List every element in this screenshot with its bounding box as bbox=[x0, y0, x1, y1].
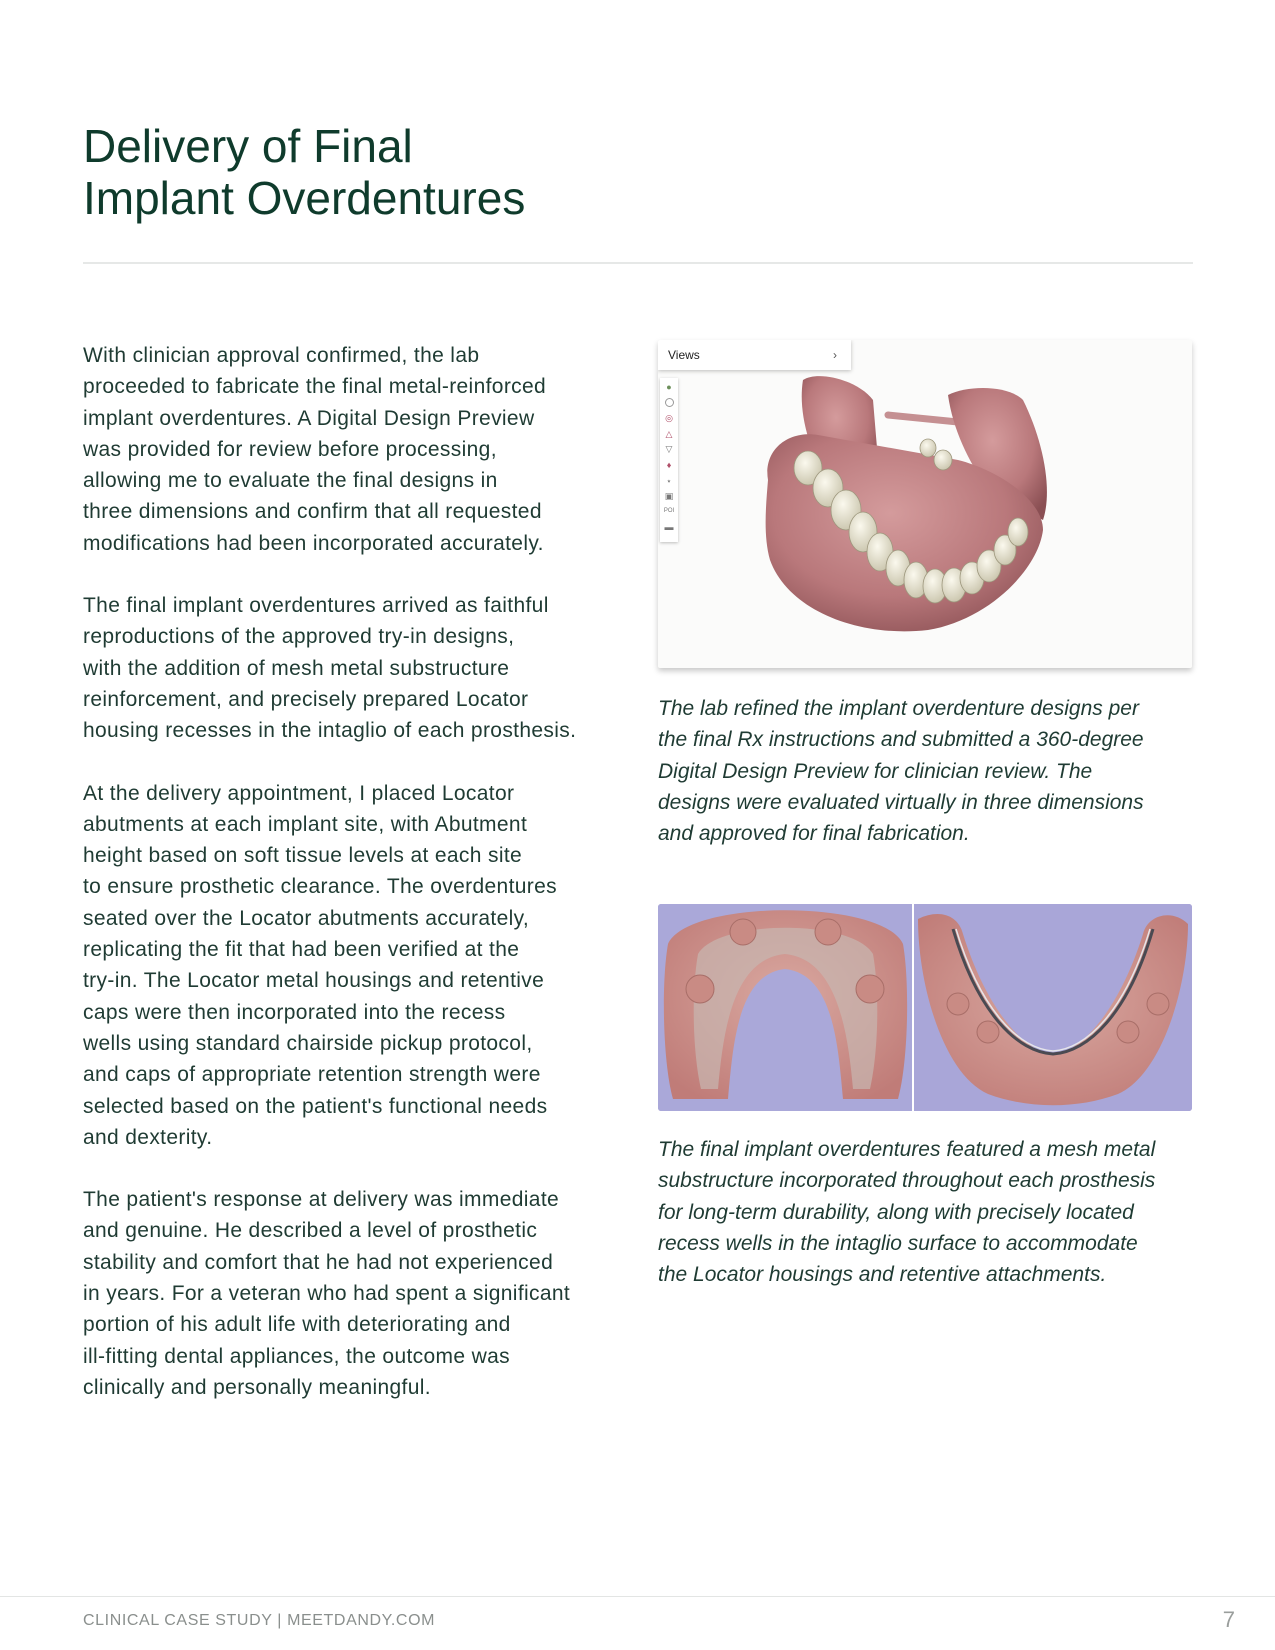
views-dropdown[interactable] bbox=[658, 340, 851, 370]
text-line: height based on soft tissue levels at each site bbox=[83, 844, 523, 868]
caption-line: and approved for final fabrication. bbox=[658, 822, 970, 846]
text-line: portion of his adult life with deteriorating and bbox=[83, 1313, 511, 1337]
caption-line: for long-term durability, along with precisely located bbox=[658, 1200, 1134, 1224]
shield-icon[interactable]: ● bbox=[666, 382, 672, 392]
figure-caption bbox=[658, 1134, 1203, 1290]
tooth-icon[interactable]: ♦ bbox=[666, 460, 672, 470]
caption-line: The final implant overdentures featured a mesh metal bbox=[658, 1138, 1156, 1161]
text-line: was provided for review before processing, bbox=[83, 437, 497, 461]
caption-line: substructure incorporated throughout each prosthesis bbox=[658, 1169, 1156, 1193]
ruler-icon[interactable]: ▬ bbox=[664, 522, 674, 532]
text-line: modifications had been incorporated accurately. bbox=[83, 531, 544, 555]
paragraph bbox=[83, 778, 628, 1154]
text-line: and dexterity. bbox=[83, 1125, 213, 1149]
text-line: The final implant overdentures arrived as faithful bbox=[83, 594, 549, 618]
paragraph bbox=[83, 1184, 628, 1403]
page-title-line: Delivery of Final bbox=[83, 120, 413, 172]
square-icon[interactable] bbox=[665, 398, 674, 407]
text-line: wells using standard chairside pickup protocol, bbox=[83, 1031, 533, 1055]
views-label: Views bbox=[668, 348, 700, 362]
text-line: reproductions of the approved try-in designs, bbox=[83, 625, 515, 649]
body-text-column bbox=[83, 340, 628, 1434]
target-icon[interactable]: ◎ bbox=[665, 413, 673, 423]
caption-line: the Locator housings and retentive attachments. bbox=[658, 1263, 1107, 1287]
text-line: three dimensions and confirm that all requested bbox=[83, 500, 542, 524]
text-line: replicating the fit that had been verified at the bbox=[83, 938, 520, 962]
overdentures-photo-drawing bbox=[658, 904, 1192, 1111]
text-line: housing recesses in the intaglio of each prosthesis. bbox=[83, 719, 577, 743]
basket-icon[interactable]: ▽ bbox=[665, 444, 673, 454]
text-line: and genuine. He described a level of prosthetic bbox=[83, 1219, 538, 1243]
paragraph bbox=[83, 590, 628, 746]
focus-icon[interactable]: ▣ bbox=[664, 491, 674, 501]
text-line: proceeded to fabricate the final metal-reinforced bbox=[83, 375, 547, 399]
page-title-line: Implant Overdentures bbox=[83, 172, 526, 224]
caption-line: The lab refined the implant overdenture designs per bbox=[658, 697, 1139, 720]
poi-icon[interactable]: POI bbox=[663, 508, 675, 514]
layers-icon[interactable]: △ bbox=[665, 429, 673, 439]
caption-line: recess wells in the intaglio surface to accommodate bbox=[658, 1231, 1138, 1255]
paragraph bbox=[83, 340, 628, 559]
text-line: At the delivery appointment, I placed Locator bbox=[83, 781, 515, 805]
caption-line: designs were evaluated virtually in three dimensions bbox=[658, 790, 1144, 814]
chevron-right-icon: › bbox=[833, 348, 837, 362]
page-title bbox=[83, 120, 783, 224]
caption-line: the final Rx instructions and submitted a 360-degree bbox=[658, 728, 1144, 752]
digital-design-preview[interactable] bbox=[658, 340, 1192, 668]
nodes-icon[interactable]: ⋆ bbox=[666, 476, 672, 486]
overdentures-photo bbox=[658, 904, 1192, 1111]
text-line: ill-fitting dental appliances, the outcome was bbox=[83, 1344, 510, 1368]
viewer-toolbar bbox=[660, 378, 678, 542]
title-divider bbox=[83, 262, 1193, 264]
text-line: The patient's response at delivery was immediate bbox=[83, 1188, 560, 1212]
page-number: 7 bbox=[1222, 1607, 1235, 1632]
text-line: in years. For a veteran who had spent a significant bbox=[83, 1282, 571, 1306]
footer-divider bbox=[0, 1596, 1275, 1597]
text-line: selected based on the patient's functional needs bbox=[83, 1094, 548, 1118]
caption-line: Digital Design Preview for clinician review. The bbox=[658, 759, 1093, 783]
text-line: With clinician approval confirmed, the lab bbox=[83, 344, 480, 367]
text-line: implant overdentures. A Digital Design Preview bbox=[83, 406, 535, 430]
text-line: allowing me to evaluate the final designs in bbox=[83, 469, 498, 493]
text-line: with the addition of mesh metal substructure bbox=[83, 656, 510, 680]
text-line: reinforcement, and precisely prepared Locator bbox=[83, 687, 529, 711]
footer-text: CLINICAL CASE STUDY | MEETDANDY.COM bbox=[83, 1612, 436, 1629]
text-line: abutments at each implant site, with Abutment bbox=[83, 812, 528, 836]
text-line: caps were then incorporated into the recess bbox=[83, 1000, 506, 1024]
text-line: seated over the Locator abutments accurately, bbox=[83, 906, 530, 930]
text-line: and caps of appropriate retention strength were bbox=[83, 1063, 541, 1087]
figure-caption bbox=[658, 693, 1203, 849]
overdenture-3d-render bbox=[658, 340, 1192, 668]
text-line: clinically and personally meaningful. bbox=[83, 1375, 431, 1399]
text-line: stability and comfort that he had not experienced bbox=[83, 1250, 554, 1274]
text-line: try-in. The Locator metal housings and retentive bbox=[83, 969, 545, 993]
text-line: to ensure prosthetic clearance. The overdentures bbox=[83, 875, 558, 899]
